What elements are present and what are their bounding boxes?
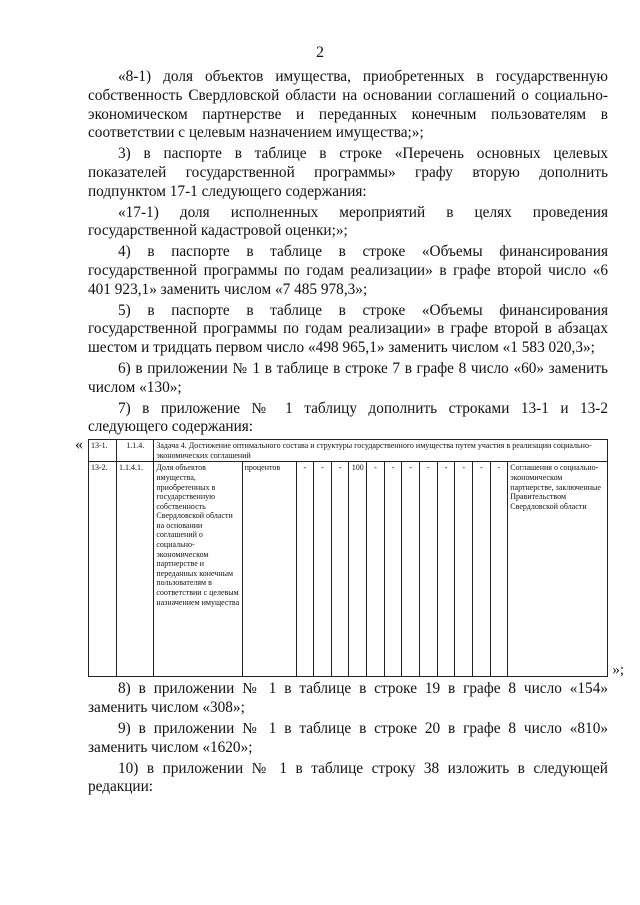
paragraph-17-1: «17-1) доля исполненных мероприятий в целях проведения государственной кадастровой оценки;»; <box>88 203 608 240</box>
value-cell: - <box>384 462 402 677</box>
paragraph-7: 7) в приложение № 1 таблицу дополнить строками 13-1 и 13-2 следующего содержания: <box>88 399 608 436</box>
value-cell: 100 <box>349 462 367 677</box>
paragraph-10: 10) в приложении № 1 в таблице строку 38 изложить в следующей редакции: <box>88 759 608 796</box>
value-cell: - <box>402 462 420 677</box>
document-body <box>75 68 624 799</box>
row-code: 1.1.4.1. <box>117 462 154 677</box>
page-number: 2 <box>316 44 324 61</box>
task-cell: Задача 4. Достижение оптимального состава и структуры государственного имущества путем участия в реализации социально-экономических соглашений <box>154 440 608 462</box>
paragraph-3: 3) в паспорте в таблице в строке «Перечень основных целевых показателей государственной программы» графу вторую дополнить подпунктом 17-1 следующего содержания: <box>88 145 608 200</box>
row-number: 13-1. <box>89 440 117 462</box>
paragraph-6: 6) в приложении № 1 в таблице в строке 7 в графе 8 число «60» заменить числом «130»; <box>88 359 608 396</box>
unit-cell: процентов <box>242 462 296 677</box>
inserted-table <box>88 439 608 677</box>
value-cell: - <box>490 462 508 677</box>
paragraph-9: 9) в приложении № 1 в таблице в строке 20 в графе 8 число «810» заменить числом «1620»; <box>88 719 608 756</box>
row-number: 13-2. <box>89 462 117 677</box>
table-row <box>89 440 608 462</box>
paragraph-8-1: «8-1) доля объектов имущества, приобретенных в государственную собственность Свердловской области на основании соглашений о социально-экономическом партнерстве и переданных конечным пользователям в соответствии с целевым назначением имущества;»; <box>88 68 608 142</box>
value-cell: - <box>420 462 438 677</box>
source-cell: Соглашения о социально-экономическом партнерстве, заключенные Правительством Свердловской области <box>508 462 608 677</box>
value-cell: - <box>437 462 455 677</box>
value-cell: - <box>367 462 385 677</box>
value-cell: - <box>472 462 490 677</box>
value-cell: - <box>314 462 332 677</box>
table-open-quote: « <box>75 436 83 454</box>
table-row <box>89 462 608 677</box>
table-close-quote: »; <box>612 661 624 678</box>
paragraph-5: 5) в паспорте в таблице в строке «Объемы финансирования государственной программы по годам реализации» в графе второй в абзацах шестом и тридцать первом число «498 965,1» заменить числом «1 583 020,3»; <box>88 301 608 357</box>
value-cell: - <box>455 462 473 677</box>
value-cell: - <box>296 462 314 677</box>
paragraph-4: 4) в паспорте в таблице в строке «Объемы финансирования государственной программы по годам реализации» в графе второй число «6 401 923,1» заменить числом «7 485 978,3»; <box>88 243 608 298</box>
paragraph-8: 8) в приложении № 1 в таблице в строке 19 в графе 8 число «154» заменить числом «308»; <box>88 680 608 717</box>
indicator-name: Доля объектов имущества, приобретенных в государственную собственность Свердловской области на основании соглашений о социально-экономическом партнерстве и переданных конечным пользователям в соответствии с целевым назначением имущества <box>154 462 242 677</box>
value-cell: - <box>331 462 349 677</box>
inserted-table-block <box>75 436 624 678</box>
row-code: 1.1.4. <box>117 440 154 462</box>
